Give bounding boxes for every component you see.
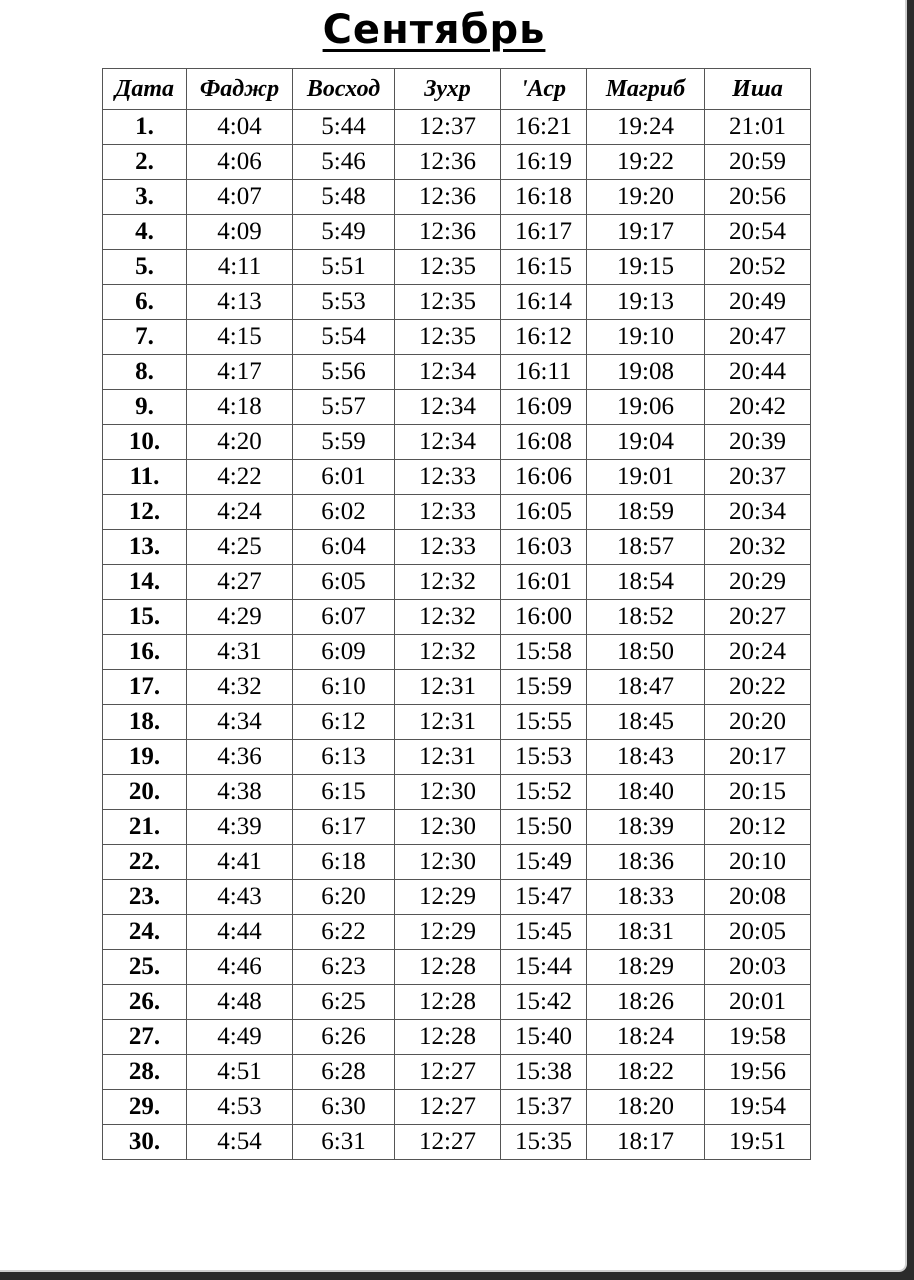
- table-row: [103, 110, 811, 145]
- cell-isha: 20:01: [705, 985, 811, 1020]
- cell-asr: 15:55: [501, 705, 587, 740]
- cell-sunrise: 5:53: [293, 285, 395, 320]
- cell-maghrib: 18:17: [587, 1125, 705, 1160]
- table-row: [103, 880, 811, 915]
- cell-maghrib: 18:20: [587, 1090, 705, 1125]
- cell-isha: 20:17: [705, 740, 811, 775]
- cell-fajr: 4:17: [187, 355, 293, 390]
- cell-asr: 15:50: [501, 810, 587, 845]
- cell-isha: 20:20: [705, 705, 811, 740]
- cell-isha: 20:05: [705, 915, 811, 950]
- cell-maghrib: 18:52: [587, 600, 705, 635]
- cell-isha: 20:12: [705, 810, 811, 845]
- cell-fajr: 4:43: [187, 880, 293, 915]
- table-row: [103, 845, 811, 880]
- table-row: [103, 600, 811, 635]
- cell-isha: 20:56: [705, 180, 811, 215]
- cell-isha: 20:49: [705, 285, 811, 320]
- cell-asr: 15:42: [501, 985, 587, 1020]
- cell-sunrise: 6:07: [293, 600, 395, 635]
- cell-asr: 16:05: [501, 495, 587, 530]
- table-header-row: [103, 69, 811, 110]
- cell-fajr: 4:29: [187, 600, 293, 635]
- cell-zuhr: 12:31: [395, 740, 501, 775]
- cell-isha: 19:56: [705, 1055, 811, 1090]
- cell-asr: 15:40: [501, 1020, 587, 1055]
- header-sunrise: Восход: [293, 69, 395, 110]
- cell-zuhr: 12:35: [395, 285, 501, 320]
- table-row: [103, 565, 811, 600]
- cell-date: 3.: [103, 180, 187, 215]
- cell-date: 5.: [103, 250, 187, 285]
- cell-maghrib: 19:15: [587, 250, 705, 285]
- cell-asr: 15:53: [501, 740, 587, 775]
- cell-maghrib: 18:59: [587, 495, 705, 530]
- cell-fajr: 4:09: [187, 215, 293, 250]
- cell-zuhr: 12:31: [395, 670, 501, 705]
- header-maghrib: Магриб: [587, 69, 705, 110]
- cell-zuhr: 12:32: [395, 600, 501, 635]
- cell-maghrib: 18:36: [587, 845, 705, 880]
- cell-sunrise: 5:54: [293, 320, 395, 355]
- table-row: [103, 180, 811, 215]
- cell-zuhr: 12:37: [395, 110, 501, 145]
- cell-date: 2.: [103, 145, 187, 180]
- cell-date: 17.: [103, 670, 187, 705]
- cell-maghrib: 19:20: [587, 180, 705, 215]
- cell-fajr: 4:44: [187, 915, 293, 950]
- table-row: [103, 320, 811, 355]
- cell-fajr: 4:36: [187, 740, 293, 775]
- cell-isha: 20:44: [705, 355, 811, 390]
- table-row: [103, 950, 811, 985]
- cell-isha: 20:39: [705, 425, 811, 460]
- cell-zuhr: 12:28: [395, 985, 501, 1020]
- header-zuhr: Зухр: [395, 69, 501, 110]
- cell-sunrise: 6:18: [293, 845, 395, 880]
- cell-sunrise: 5:46: [293, 145, 395, 180]
- cell-maghrib: 18:29: [587, 950, 705, 985]
- cell-fajr: 4:18: [187, 390, 293, 425]
- cell-sunrise: 6:20: [293, 880, 395, 915]
- cell-maghrib: 18:33: [587, 880, 705, 915]
- cell-maghrib: 18:39: [587, 810, 705, 845]
- cell-fajr: 4:11: [187, 250, 293, 285]
- cell-date: 13.: [103, 530, 187, 565]
- cell-maghrib: 19:01: [587, 460, 705, 495]
- cell-asr: 16:09: [501, 390, 587, 425]
- table-row: [103, 355, 811, 390]
- cell-fajr: 4:34: [187, 705, 293, 740]
- cell-isha: 19:58: [705, 1020, 811, 1055]
- table-row: [103, 775, 811, 810]
- cell-sunrise: 5:44: [293, 110, 395, 145]
- table-row: [103, 530, 811, 565]
- cell-sunrise: 6:17: [293, 810, 395, 845]
- cell-fajr: 4:32: [187, 670, 293, 705]
- cell-zuhr: 12:28: [395, 950, 501, 985]
- cell-date: 9.: [103, 390, 187, 425]
- cell-fajr: 4:39: [187, 810, 293, 845]
- cell-asr: 16:00: [501, 600, 587, 635]
- table-row: [103, 635, 811, 670]
- cell-asr: 16:06: [501, 460, 587, 495]
- cell-fajr: 4:51: [187, 1055, 293, 1090]
- header-fajr: Фаджр: [187, 69, 293, 110]
- cell-sunrise: 6:15: [293, 775, 395, 810]
- cell-isha: 20:34: [705, 495, 811, 530]
- cell-sunrise: 6:01: [293, 460, 395, 495]
- table-row: [103, 460, 811, 495]
- table-row: [103, 250, 811, 285]
- table-row: [103, 810, 811, 845]
- cell-sunrise: 5:56: [293, 355, 395, 390]
- cell-isha: 20:22: [705, 670, 811, 705]
- cell-isha: 20:27: [705, 600, 811, 635]
- cell-zuhr: 12:27: [395, 1090, 501, 1125]
- cell-sunrise: 6:10: [293, 670, 395, 705]
- cell-asr: 15:44: [501, 950, 587, 985]
- cell-date: 7.: [103, 320, 187, 355]
- cell-isha: 20:59: [705, 145, 811, 180]
- cell-fajr: 4:31: [187, 635, 293, 670]
- cell-date: 6.: [103, 285, 187, 320]
- cell-sunrise: 5:48: [293, 180, 395, 215]
- cell-zuhr: 12:35: [395, 250, 501, 285]
- cell-fajr: 4:22: [187, 460, 293, 495]
- cell-maghrib: 18:26: [587, 985, 705, 1020]
- cell-asr: 16:18: [501, 180, 587, 215]
- cell-asr: 15:45: [501, 915, 587, 950]
- cell-date: 30.: [103, 1125, 187, 1160]
- cell-date: 15.: [103, 600, 187, 635]
- cell-sunrise: 6:23: [293, 950, 395, 985]
- table-row: [103, 1125, 811, 1160]
- header-isha: Иша: [705, 69, 811, 110]
- cell-isha: 21:01: [705, 110, 811, 145]
- cell-maghrib: 18:31: [587, 915, 705, 950]
- table-row: [103, 495, 811, 530]
- cell-maghrib: 19:24: [587, 110, 705, 145]
- table-row: [103, 425, 811, 460]
- cell-isha: 20:47: [705, 320, 811, 355]
- cell-sunrise: 6:22: [293, 915, 395, 950]
- cell-asr: 15:47: [501, 880, 587, 915]
- cell-date: 14.: [103, 565, 187, 600]
- cell-asr: 16:14: [501, 285, 587, 320]
- cell-zuhr: 12:29: [395, 880, 501, 915]
- cell-asr: 15:38: [501, 1055, 587, 1090]
- cell-maghrib: 18:40: [587, 775, 705, 810]
- cell-zuhr: 12:34: [395, 425, 501, 460]
- cell-date: 4.: [103, 215, 187, 250]
- cell-zuhr: 12:34: [395, 390, 501, 425]
- cell-asr: 16:11: [501, 355, 587, 390]
- month-title: Сентябрь: [322, 7, 546, 53]
- cell-maghrib: 18:45: [587, 705, 705, 740]
- cell-sunrise: 6:25: [293, 985, 395, 1020]
- prayer-times-table: [102, 68, 811, 1160]
- cell-isha: 20:15: [705, 775, 811, 810]
- cell-isha: 20:08: [705, 880, 811, 915]
- cell-fajr: 4:06: [187, 145, 293, 180]
- cell-fajr: 4:25: [187, 530, 293, 565]
- cell-maghrib: 19:17: [587, 215, 705, 250]
- cell-zuhr: 12:36: [395, 180, 501, 215]
- table-row: [103, 1055, 811, 1090]
- cell-zuhr: 12:32: [395, 635, 501, 670]
- cell-date: 19.: [103, 740, 187, 775]
- cell-isha: 20:32: [705, 530, 811, 565]
- cell-date: 16.: [103, 635, 187, 670]
- cell-fajr: 4:53: [187, 1090, 293, 1125]
- table-row: [103, 215, 811, 250]
- cell-date: 28.: [103, 1055, 187, 1090]
- cell-zuhr: 12:36: [395, 215, 501, 250]
- cell-zuhr: 12:30: [395, 845, 501, 880]
- cell-zuhr: 12:30: [395, 810, 501, 845]
- cell-maghrib: 18:24: [587, 1020, 705, 1055]
- cell-date: 10.: [103, 425, 187, 460]
- cell-date: 29.: [103, 1090, 187, 1125]
- cell-zuhr: 12:28: [395, 1020, 501, 1055]
- cell-fajr: 4:13: [187, 285, 293, 320]
- cell-isha: 20:10: [705, 845, 811, 880]
- cell-isha: 20:42: [705, 390, 811, 425]
- cell-fajr: 4:38: [187, 775, 293, 810]
- cell-asr: 15:59: [501, 670, 587, 705]
- cell-zuhr: 12:30: [395, 775, 501, 810]
- cell-asr: 15:52: [501, 775, 587, 810]
- cell-zuhr: 12:33: [395, 495, 501, 530]
- cell-asr: 16:21: [501, 110, 587, 145]
- cell-maghrib: 18:47: [587, 670, 705, 705]
- cell-maghrib: 19:13: [587, 285, 705, 320]
- cell-date: 11.: [103, 460, 187, 495]
- cell-sunrise: 6:28: [293, 1055, 395, 1090]
- cell-date: 21.: [103, 810, 187, 845]
- table-body: [103, 110, 811, 1160]
- cell-sunrise: 6:04: [293, 530, 395, 565]
- cell-sunrise: 5:57: [293, 390, 395, 425]
- cell-isha: 20:24: [705, 635, 811, 670]
- cell-maghrib: 19:08: [587, 355, 705, 390]
- cell-isha: 20:03: [705, 950, 811, 985]
- table-row: [103, 670, 811, 705]
- cell-fajr: 4:15: [187, 320, 293, 355]
- cell-sunrise: 6:05: [293, 565, 395, 600]
- cell-maghrib: 18:57: [587, 530, 705, 565]
- cell-asr: 15:49: [501, 845, 587, 880]
- cell-asr: 16:19: [501, 145, 587, 180]
- cell-zuhr: 12:33: [395, 460, 501, 495]
- cell-maghrib: 19:04: [587, 425, 705, 460]
- cell-zuhr: 12:33: [395, 530, 501, 565]
- cell-date: 22.: [103, 845, 187, 880]
- cell-maghrib: 18:54: [587, 565, 705, 600]
- cell-maghrib: 19:06: [587, 390, 705, 425]
- page-title: [0, 4, 868, 56]
- cell-maghrib: 18:43: [587, 740, 705, 775]
- cell-asr: 16:12: [501, 320, 587, 355]
- cell-zuhr: 12:29: [395, 915, 501, 950]
- cell-fajr: 4:48: [187, 985, 293, 1020]
- cell-zuhr: 12:36: [395, 145, 501, 180]
- cell-fajr: 4:24: [187, 495, 293, 530]
- table-row: [103, 390, 811, 425]
- cell-sunrise: 6:26: [293, 1020, 395, 1055]
- cell-sunrise: 6:31: [293, 1125, 395, 1160]
- cell-fajr: 4:27: [187, 565, 293, 600]
- cell-asr: 15:35: [501, 1125, 587, 1160]
- table-row: [103, 915, 811, 950]
- cell-zuhr: 12:35: [395, 320, 501, 355]
- cell-date: 20.: [103, 775, 187, 810]
- cell-asr: 16:15: [501, 250, 587, 285]
- cell-fajr: 4:49: [187, 1020, 293, 1055]
- cell-fajr: 4:46: [187, 950, 293, 985]
- header-date: Дата: [103, 69, 187, 110]
- cell-asr: 15:37: [501, 1090, 587, 1125]
- cell-fajr: 4:07: [187, 180, 293, 215]
- cell-sunrise: 5:49: [293, 215, 395, 250]
- cell-maghrib: 18:50: [587, 635, 705, 670]
- table-row: [103, 1020, 811, 1055]
- cell-date: 25.: [103, 950, 187, 985]
- cell-maghrib: 19:22: [587, 145, 705, 180]
- cell-asr: 16:01: [501, 565, 587, 600]
- header-asr: ʹАср: [501, 69, 587, 110]
- cell-asr: 16:17: [501, 215, 587, 250]
- cell-sunrise: 6:13: [293, 740, 395, 775]
- cell-date: 26.: [103, 985, 187, 1020]
- table-row: [103, 285, 811, 320]
- cell-sunrise: 6:12: [293, 705, 395, 740]
- cell-isha: 20:52: [705, 250, 811, 285]
- cell-isha: 19:51: [705, 1125, 811, 1160]
- cell-maghrib: 19:10: [587, 320, 705, 355]
- cell-zuhr: 12:31: [395, 705, 501, 740]
- cell-date: 1.: [103, 110, 187, 145]
- cell-sunrise: 5:51: [293, 250, 395, 285]
- cell-sunrise: 6:09: [293, 635, 395, 670]
- cell-fajr: 4:20: [187, 425, 293, 460]
- cell-date: 24.: [103, 915, 187, 950]
- table-row: [103, 1090, 811, 1125]
- table-row: [103, 985, 811, 1020]
- cell-fajr: 4:41: [187, 845, 293, 880]
- cell-sunrise: 6:02: [293, 495, 395, 530]
- cell-isha: 19:54: [705, 1090, 811, 1125]
- table-row: [103, 705, 811, 740]
- cell-date: 12.: [103, 495, 187, 530]
- table-row: [103, 145, 811, 180]
- cell-zuhr: 12:27: [395, 1125, 501, 1160]
- cell-asr: 15:58: [501, 635, 587, 670]
- table-row: [103, 740, 811, 775]
- cell-zuhr: 12:27: [395, 1055, 501, 1090]
- cell-date: 23.: [103, 880, 187, 915]
- cell-isha: 20:54: [705, 215, 811, 250]
- cell-sunrise: 5:59: [293, 425, 395, 460]
- cell-asr: 16:08: [501, 425, 587, 460]
- cell-asr: 16:03: [501, 530, 587, 565]
- cell-isha: 20:29: [705, 565, 811, 600]
- cell-fajr: 4:54: [187, 1125, 293, 1160]
- cell-fajr: 4:04: [187, 110, 293, 145]
- cell-date: 8.: [103, 355, 187, 390]
- cell-zuhr: 12:34: [395, 355, 501, 390]
- cell-zuhr: 12:32: [395, 565, 501, 600]
- cell-date: 18.: [103, 705, 187, 740]
- cell-maghrib: 18:22: [587, 1055, 705, 1090]
- cell-date: 27.: [103, 1020, 187, 1055]
- cell-isha: 20:37: [705, 460, 811, 495]
- cell-sunrise: 6:30: [293, 1090, 395, 1125]
